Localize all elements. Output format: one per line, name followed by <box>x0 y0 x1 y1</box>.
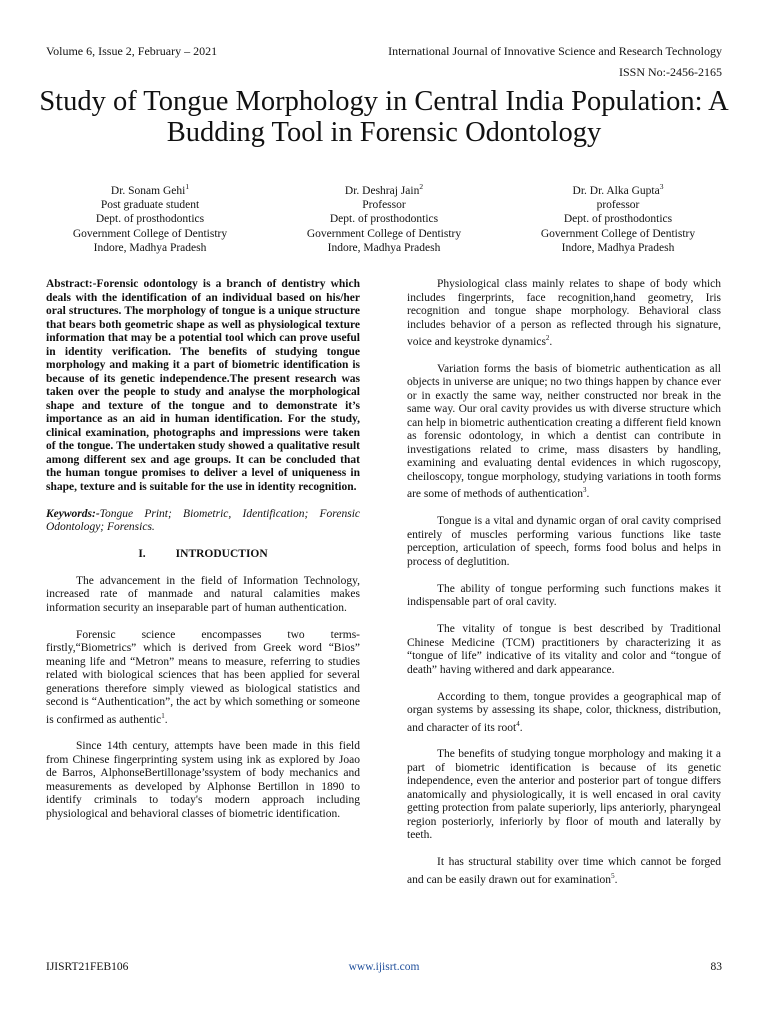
issn: ISSN No:-2456-2165 <box>618 65 722 79</box>
paragraph-end: . <box>586 488 590 501</box>
article-id: IJISRT21FEB106 <box>46 961 129 973</box>
citation-ref: 4 <box>516 719 520 728</box>
section-number: I. <box>138 548 146 560</box>
journal-url-link[interactable]: www.ijisrt.com <box>348 961 420 973</box>
right-column <box>407 278 721 901</box>
author-affiliation-mark: 1 <box>185 182 190 191</box>
left-column <box>46 278 360 835</box>
paragraph-end: . <box>519 721 523 734</box>
author-dept: Dept. of prosthodontics <box>563 213 673 226</box>
author-role: Post graduate student <box>100 199 200 212</box>
body-paragraph <box>407 623 721 677</box>
body-paragraph <box>46 575 360 616</box>
paragraph-text: Variation forms the basis of biometric authentication as all objects in universe are unique; no two things happen by chance ever or in exactly the same way, neither constructed nor break in the same way. Our oral cavity provides us with diverse structure which can help in biometric authentication creating a different field known as forensic odontology, in which a dentist can contribute in investigations related to crime, mass disasters by handling, examining and evaluating dental evidences in which rugoscopy, cheiloscopy, tongue morphology, studying variations in tooth forms are some of methods of authentication <box>407 362 721 501</box>
body-paragraph <box>407 583 721 610</box>
paragraph-text: Since 14th century, attempts have been made in this field from Chinese fingerprinting system using ink as explored by Joao de Barros, AlphonseBertillonage’ssystem of body mechanics and measurements as developed by Alphonse Bertillon in 1890 to identify criminals to today's modern approach including physiological and behavioral classes of biometric identification. <box>46 740 360 820</box>
body-paragraph <box>407 515 721 569</box>
author-role: professor <box>596 199 640 212</box>
keywords-text: Tongue Print; Biometric, Identification; Forensic Odontology; Forensics. <box>46 507 360 533</box>
citation-ref: 1 <box>161 711 165 720</box>
body-paragraph <box>46 740 360 821</box>
author-3 <box>508 180 728 255</box>
author-dept: Dept. of prosthodontics <box>95 213 205 226</box>
abstract: Abstract:-Forensic odontology is a branch of dentistry which deals with the identification of an individual based on his/her oral structures. The morphology of tongue is a unique structure that bears both geometric shape as well as physiological texture information that may be a potential tool which can prove useful in identity verification. The benefits of studying tongue morphology and making it a part of biometric identification is because of its genetic independence.The present research was taken over the people to study and analyse the morphological shape and texture of the tongue and to demonstrate it’s importance as an aid in human identification. For the study, clinical examination, photographs and impressions were taken of the tongue. The undertaken study showed a qualitative result among different sex and age groups. It can be concluded that the human tongue promises to deliver a level of uniqueness in shape, texture and is suitable for the use in identity recognition. <box>46 278 360 493</box>
body-paragraph <box>46 629 360 727</box>
author-dept: Dept. of prosthodontics <box>329 213 439 226</box>
citation-ref: 5 <box>611 871 615 880</box>
right-body <box>407 278 721 887</box>
paragraph-text: It has structural stability over time which cannot be forged and can be easily drawn out for examination <box>407 856 721 886</box>
paragraph-text: Physiological class mainly relates to shape of body which includes fingerprints, face recognition,hand geometry, Iris recognition and tongue shape morphology. Behavioral class includes behavior of a person as reflected through his signature, voice and keystroke dynamics <box>407 278 721 348</box>
section-heading <box>46 548 360 562</box>
volume-info: Volume 6, Issue 2, February – 2021 <box>46 44 218 58</box>
body-paragraph <box>407 363 721 502</box>
body-paragraph <box>407 691 721 735</box>
page-number: 83 <box>710 961 722 973</box>
author-name: Dr. Sonam Gehi <box>110 184 186 197</box>
section-title: INTRODUCTION <box>175 548 268 560</box>
author-affiliation-mark: 3 <box>659 182 664 191</box>
paragraph-text: Forensic science encompasses two terms- firstly,“Biometrics” which is derived from Greek word “Bios” meaning life and “Metron” means to measure, referring to studies related with biological sciences that has been applied for several generations therefore simply viewed as biological statistics and second is “Authentication”, the act by which something or someone is confirmed as authentic <box>46 628 360 726</box>
keywords-label: Keywords:- <box>46 507 100 520</box>
author-2 <box>274 180 494 255</box>
author-1 <box>40 180 260 255</box>
keywords <box>46 508 360 535</box>
paragraph-text: The advancement in the field of Information Technology, increased rate of manmade and natural calamities makes information security an inseparable part of human authentication. <box>46 574 360 614</box>
author-block <box>40 180 728 255</box>
author-college: Government College of Dentistry <box>540 227 696 240</box>
paragraph-end: . <box>614 873 618 886</box>
author-role: Professor <box>362 199 406 212</box>
journal-name: International Journal of Innovative Science and Research Technology <box>388 44 722 58</box>
author-college: Government College of Dentistry <box>72 227 228 240</box>
author-name: Dr. Dr. Alka Gupta <box>572 184 660 197</box>
paper-title: Study of Tongue Morphology in Central India Population: A Budding Tool in Forensic Odontology <box>39 86 729 148</box>
author-affiliation-mark: 2 <box>419 182 424 191</box>
citation-ref: 3 <box>582 486 587 495</box>
paragraph-end: . <box>164 713 168 726</box>
author-place: Indore, Madhya Pradesh <box>561 242 675 255</box>
author-name: Dr. Deshraj Jain <box>344 184 420 197</box>
paragraph-text: The benefits of studying tongue morphology and making it a part of biometric identification is because of its genetic independence, even the anterior and posterior part of tongue differs anatomically and physiologically, it is well encased in oral cavity getting protection from palate superiorly, lips anteriorly, pharyngeal region posteriorly, inferiorly by floor of mouth and laterally by teeth. <box>407 748 721 842</box>
body-paragraph <box>407 278 721 349</box>
paragraph-text: The vitality of tongue is best described by Traditional Chinese Medicine (TCM) practitioners by characterizing it as “tongue of life” indicative of its vitality and color and “tongue of death” having withered and dark appearance. <box>407 623 721 676</box>
left-body <box>46 575 360 822</box>
paragraph-text: The ability of tongue performing such functions makes it indispensable part of oral cavity. <box>407 582 721 609</box>
paragraph-text: Tongue is a vital and dynamic organ of oral cavity comprised entirely of muscles performing various functions like taste perception, articulation of speech, forms food bolus and helps in process of deglutition. <box>407 515 721 568</box>
author-college: Government College of Dentistry <box>306 227 462 240</box>
paragraph-text: According to them, tongue provides a geographical map of organ systems by assessing its shape, color, thickness, distribution, and character of its root <box>407 690 721 734</box>
body-paragraph <box>407 748 721 843</box>
author-place: Indore, Madhya Pradesh <box>327 242 441 255</box>
author-place: Indore, Madhya Pradesh <box>93 242 207 255</box>
citation-ref: 2 <box>545 334 550 342</box>
paragraph-end: . <box>549 335 553 348</box>
body-paragraph <box>407 856 721 887</box>
